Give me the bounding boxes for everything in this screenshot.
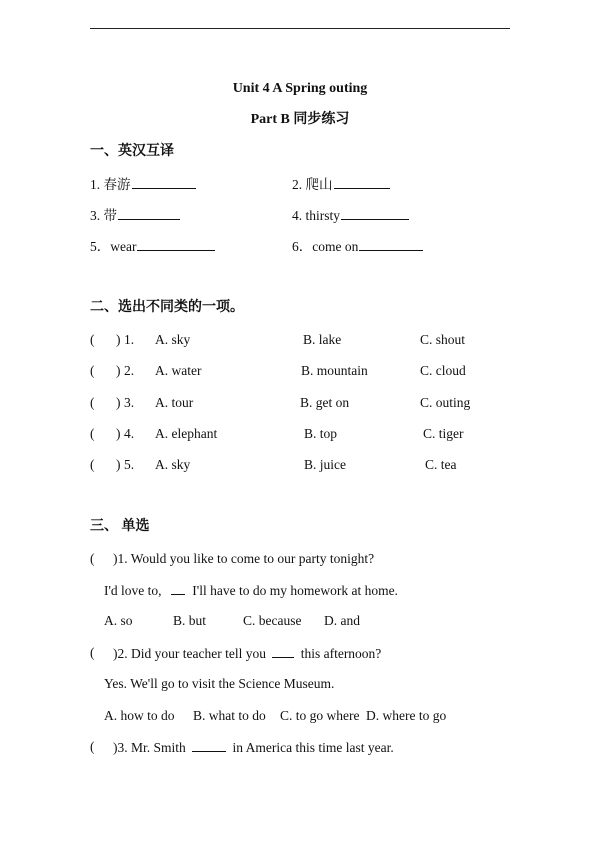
q1-question: )1. Would you like to come to our party tonight? — [113, 551, 375, 566]
q1-answer-line — [104, 582, 398, 599]
row3-option-c: C. outing — [420, 395, 471, 410]
section1-heading: 一、英汉互译 — [90, 144, 174, 159]
item-label: 3. 带 — [90, 208, 117, 223]
row1-open-paren: ( — [90, 332, 95, 347]
item-label: 5．wear — [90, 239, 137, 254]
q1-option-c: C. because — [243, 613, 302, 628]
row2-open-paren: ( — [90, 363, 95, 378]
q2-option-b: B. what to do — [193, 708, 266, 723]
q1-answer-post: I'll have to do my homework at home. — [192, 583, 398, 598]
section1-item-6 — [292, 238, 423, 255]
row5-close-paren: ) — [116, 457, 121, 472]
row4-option-b: B. top — [304, 426, 338, 441]
section1-item-2 — [292, 176, 390, 193]
row2-number: 2. — [124, 363, 135, 378]
row4-close-paren: ) — [116, 426, 121, 441]
row5-option-b: B. juice — [304, 457, 346, 472]
worksheet-title: Unit 4 A Spring outing — [232, 81, 368, 96]
q2-question-pre: )2. Did your teacher tell you — [113, 646, 266, 661]
answer-blank[interactable] — [341, 207, 409, 220]
answer-blank[interactable] — [118, 207, 180, 220]
header-rule — [90, 28, 510, 29]
section1-item-3 — [90, 207, 180, 224]
q2-answer: Yes. We'll go to visit the Science Museum. — [104, 676, 335, 691]
q2-option-d: D. where to go — [366, 708, 447, 723]
row3-option-a: A. tour — [155, 395, 194, 410]
item-label: 4. thirsty — [292, 208, 341, 223]
section1-item-5 — [90, 238, 215, 255]
q2-question-post: this afternoon? — [300, 646, 382, 661]
q3-open-paren: ( — [90, 739, 95, 754]
row5-number: 5. — [124, 457, 135, 472]
row4-number: 4. — [124, 426, 135, 441]
q1-answer-pre: I'd love to, — [104, 583, 162, 598]
row4-open-paren: ( — [90, 426, 95, 441]
row1-option-b: B. lake — [303, 332, 342, 347]
q3-answer-blank[interactable] — [192, 739, 226, 752]
answer-blank[interactable] — [359, 238, 423, 251]
row3-option-b: B. get on — [300, 395, 350, 410]
section3-heading: 三、 单选 — [90, 519, 150, 534]
item-label: 1. 春游 — [90, 177, 131, 192]
worksheet-subtitle: Part B 同步练习 — [250, 112, 350, 127]
q3-question-post: in America this time last year. — [232, 740, 394, 755]
q3-question — [113, 739, 394, 756]
q2-question — [113, 645, 381, 662]
row2-option-c: C. cloud — [420, 363, 466, 378]
answer-blank[interactable] — [132, 176, 196, 189]
section1-item-4 — [292, 207, 409, 224]
q1-option-a: A. so — [104, 613, 133, 628]
row1-close-paren: ) — [116, 332, 121, 347]
row1-number: 1. — [124, 332, 135, 347]
q1-open-paren: ( — [90, 551, 95, 566]
q1-answer-blank[interactable] — [171, 582, 185, 595]
row5-option-a: A. sky — [155, 457, 191, 472]
q2-option-a: A. how to do — [104, 708, 175, 723]
q1-option-d: D. and — [324, 613, 360, 628]
row3-close-paren: ) — [116, 395, 121, 410]
row1-option-a: A. sky — [155, 332, 191, 347]
row2-option-a: A. water — [155, 363, 202, 378]
q1-option-b: B. but — [173, 613, 207, 628]
q2-answer-blank[interactable] — [272, 645, 294, 658]
q2-open-paren: ( — [90, 645, 95, 660]
q3-question-pre: )3. Mr. Smith — [113, 740, 186, 755]
row2-option-b: B. mountain — [301, 363, 368, 378]
row1-option-c: C. shout — [420, 332, 466, 347]
row5-open-paren: ( — [90, 457, 95, 472]
row2-close-paren: ) — [116, 363, 121, 378]
item-label: 2. 爬山 — [292, 177, 333, 192]
row4-option-c: C. tiger — [423, 426, 464, 441]
section1-item-1 — [90, 176, 196, 193]
item-label: 6．come on — [292, 239, 359, 254]
row3-number: 3. — [124, 395, 135, 410]
row3-open-paren: ( — [90, 395, 95, 410]
q2-option-c: C. to go where — [280, 708, 360, 723]
section2-heading: 二、选出不同类的一项。 — [90, 300, 244, 315]
answer-blank[interactable] — [334, 176, 390, 189]
answer-blank[interactable] — [137, 238, 215, 251]
row5-option-c: C. tea — [425, 457, 457, 472]
row4-option-a: A. elephant — [155, 426, 218, 441]
